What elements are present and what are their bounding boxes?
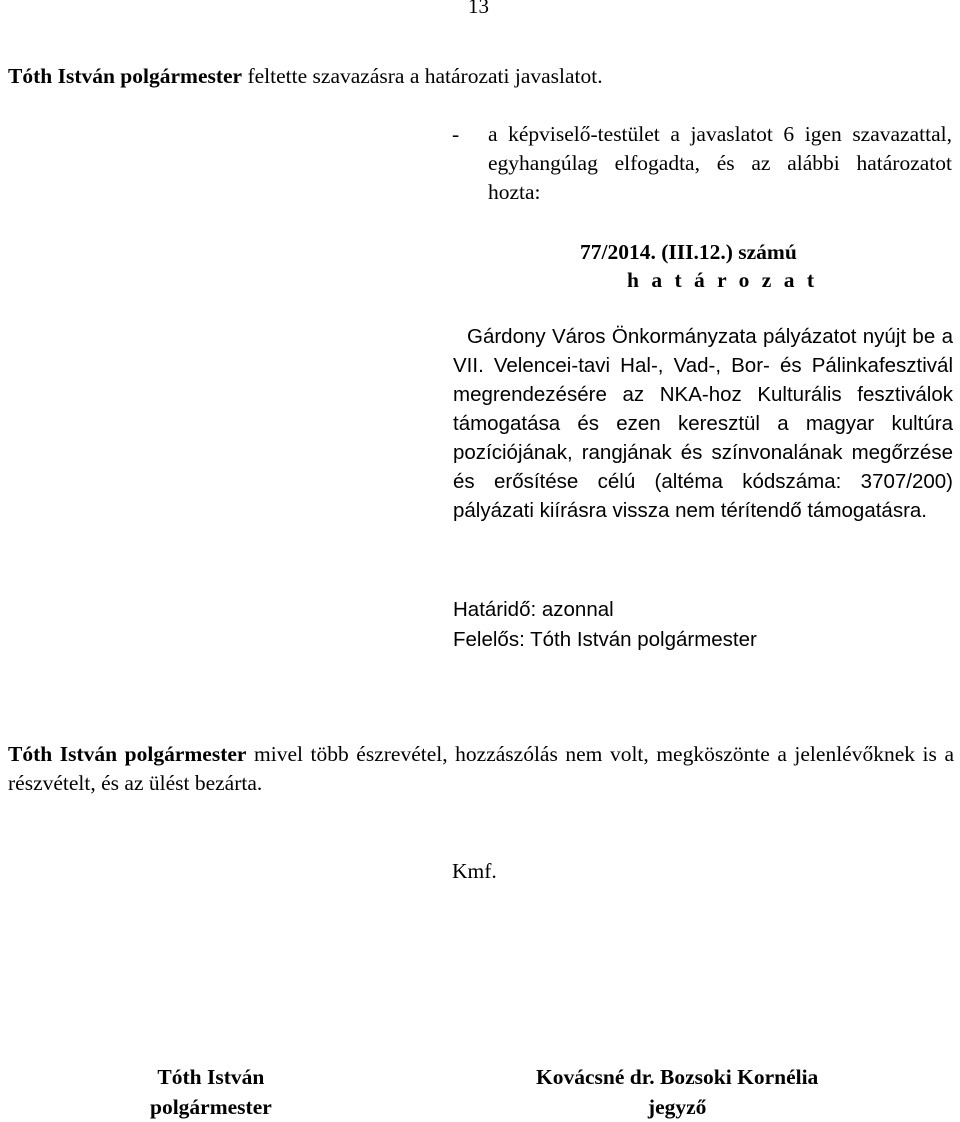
resolution-title: h a t á r o z a t (627, 268, 818, 292)
vote-text: a képviselő-testület a javaslatot 6 igen szavazattal, egyhangúlag elfogadta, és az alábbi határozatot hozta: (488, 122, 952, 205)
vote-result (452, 120, 952, 207)
closing-paragraph (8, 740, 954, 798)
resolution-number: 77/2014. (III.12.) számú (580, 240, 797, 264)
intro-speaker: Tóth István polgármester (8, 64, 243, 88)
signature-mayor (150, 1062, 272, 1122)
vote-dash: - (452, 122, 460, 146)
resolution-deadline: Határidő: azonnal (453, 598, 614, 621)
closing-text: mivel több észrevétel, hozzászólás nem volt, megköszönte a jelenlévőknek is a részvételt, és az ülést bezárta. (8, 742, 954, 796)
signature-notary-title: jegyző (647, 1095, 707, 1120)
closing-speaker: Tóth István polgármester (8, 742, 247, 766)
page-number: 13 (468, 0, 489, 18)
signature-notary (536, 1062, 818, 1122)
signature-notary-name: Kovácsné dr. Bozsoki Kornélia (536, 1065, 819, 1089)
kmf-label: Kmf. (452, 859, 497, 883)
intro-text: feltette szavazásra a határozati javaslatot. (242, 64, 603, 88)
intro-paragraph (8, 62, 948, 91)
resolution-responsible: Felelős: Tóth István polgármester (453, 628, 757, 651)
signature-mayor-title: polgármester (150, 1095, 272, 1120)
signature-mayor-name: Tóth István (157, 1065, 265, 1089)
resolution-body: Gárdony Város Önkormányzata pályázatot nyújt be a VII. Velencei-tavi Hal-, Vad-, Bor- és Pálinkafesztivál megrendezésére az NKA-hoz Kulturális fesztiválok támogatása és ezen keresztül a magyar kultúra pozíciójának, rangjának és színvonalának megőrzése és erősítése célú (altéma kódszáma: 3707/200) pályázati kiírásra vissza nem térítendő támogatásra. (453, 325, 953, 522)
